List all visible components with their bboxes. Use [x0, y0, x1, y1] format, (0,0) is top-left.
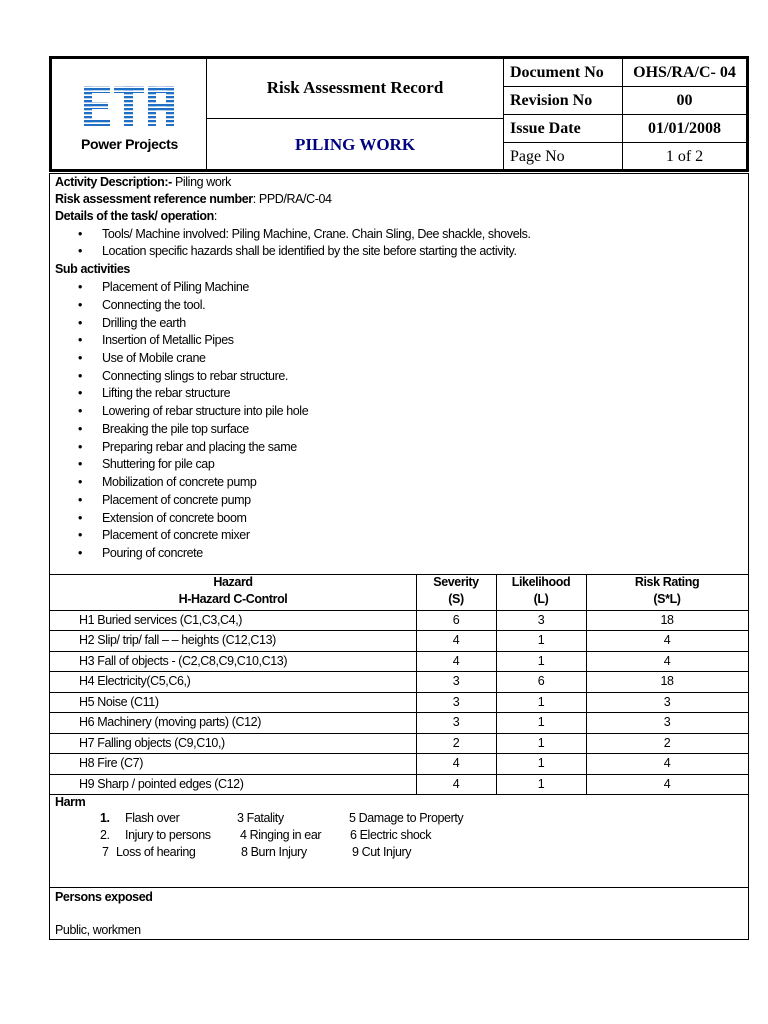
- divider: [50, 651, 748, 652]
- divider: [50, 630, 748, 631]
- table-cell: 1: [537, 777, 545, 791]
- sub-activity-item: Insertion of Metallic Pipes: [102, 333, 234, 347]
- header-text: Severity: [433, 575, 479, 589]
- sub-activity-item: Drilling the earth: [102, 316, 186, 330]
- table-cell: 4: [663, 777, 671, 791]
- table-cell: 3: [452, 674, 460, 688]
- sub-activity-item: Placement of concrete pump: [102, 493, 251, 507]
- bullet-icon: •: [78, 316, 82, 330]
- sub-activity-item: Mobilization of concrete pump: [102, 475, 257, 489]
- sub-activity-item: Pouring of concrete: [102, 546, 203, 560]
- harm-item: 1.: [100, 811, 110, 825]
- sub-activities-heading: Sub activities: [55, 262, 130, 276]
- bullet-icon: •: [78, 422, 82, 436]
- bullet-icon: •: [78, 404, 82, 418]
- bullet-icon: •: [78, 369, 82, 383]
- table-cell: 4: [452, 777, 460, 791]
- sub-activity-item: Lifting the rebar structure: [102, 386, 231, 400]
- bullet-icon: •: [78, 280, 82, 294]
- harm-item: 3 Fatality: [237, 811, 284, 825]
- divider: [50, 774, 748, 775]
- meta-value: OHS/RA/C- 04: [633, 64, 736, 81]
- bullet-icon: •: [78, 528, 82, 542]
- risk-assessment-body: [49, 173, 749, 940]
- task-details-label: Details of the task/ operation: [55, 209, 214, 223]
- table-cell: H3 Fall of objects - (C2,C8,C9,C10,C13): [79, 654, 288, 668]
- harm-item: 4 Ringing in ear: [240, 828, 322, 842]
- table-cell: H7 Falling objects (C9,C10,): [79, 736, 225, 750]
- meta-row-document-no: [504, 59, 746, 87]
- task-detail-item: Tools/ Machine involved: Piling Machine, Crane. Chain Sling, Dee shackle, shovels.: [102, 227, 531, 241]
- table-cell: 4: [663, 633, 671, 647]
- table-cell: H1 Buried services (C1,C3,C4,): [79, 613, 243, 627]
- table-cell: H9 Sharp / pointed edges (C12): [79, 777, 244, 791]
- document-subtitle: PILING WORK: [294, 135, 416, 154]
- reference-number-value: : PPD/RA/C-04: [252, 192, 332, 206]
- table-cell: 1: [537, 736, 545, 750]
- reference-number-label: Risk assessment reference number: [55, 192, 253, 206]
- header-text: (L): [533, 592, 549, 606]
- harm-item: 2.: [100, 828, 110, 842]
- harm-item: 6 Electric shock: [350, 828, 432, 842]
- divider: [50, 692, 748, 693]
- bullet-icon: •: [78, 546, 82, 560]
- bullet-icon: •: [78, 511, 82, 525]
- harm-item: Flash over: [125, 811, 180, 825]
- bullet-icon: •: [78, 298, 82, 312]
- hazard-header: [50, 574, 416, 608]
- task-details-colon: :: [213, 209, 217, 223]
- bullet-icon: •: [78, 457, 82, 471]
- sub-activity-item: Placement of concrete mixer: [102, 528, 250, 542]
- severity-header: [416, 574, 496, 608]
- table-cell: 4: [663, 654, 671, 668]
- activity-description: [55, 175, 231, 189]
- table-cell: 2: [663, 736, 671, 750]
- divider: [50, 887, 748, 888]
- divider: [50, 610, 748, 611]
- meta-label: Issue Date: [504, 115, 623, 142]
- title-cell: [207, 59, 504, 119]
- header-text: Risk Rating: [634, 575, 700, 589]
- header-text: (S*L): [653, 592, 681, 606]
- risk-rating-header: [586, 574, 748, 608]
- divider: [50, 753, 748, 754]
- bullet-icon: •: [78, 475, 82, 489]
- table-cell: 18: [660, 613, 674, 627]
- table-cell: 1: [537, 695, 545, 709]
- subtitle-cell: [207, 119, 504, 169]
- bullet-icon: •: [78, 333, 82, 347]
- table-cell: 6: [452, 613, 460, 627]
- harm-item: 7: [102, 845, 109, 859]
- eta-logo-icon: [78, 84, 178, 128]
- harm-item: Injury to persons: [125, 828, 211, 842]
- sub-activity-item: Extension of concrete boom: [102, 511, 247, 525]
- table-cell: 1: [537, 633, 545, 647]
- meta-value: 1 of 2: [665, 148, 704, 165]
- bullet-icon: •: [78, 493, 82, 507]
- sub-activity-item: Placement of Piling Machine: [102, 280, 249, 294]
- table-cell: 1: [537, 756, 545, 770]
- activity-description-value: Piling work: [171, 175, 232, 189]
- divider: [50, 671, 748, 672]
- activity-description-label: Activity Description:-: [55, 175, 172, 189]
- header-text: Likelihood: [511, 575, 571, 589]
- table-cell: 3: [537, 613, 545, 627]
- table-cell: 3: [452, 715, 460, 729]
- document-header: [49, 56, 749, 172]
- divider: [50, 794, 748, 795]
- table-cell: 18: [660, 674, 674, 688]
- sub-activity-item: Preparing rebar and placing the same: [102, 440, 297, 454]
- bullet-icon: •: [78, 440, 82, 454]
- harm-item: Loss of hearing: [116, 845, 196, 859]
- table-cell: 3: [452, 695, 460, 709]
- task-details-heading: [55, 209, 217, 223]
- reference-number: [55, 192, 332, 206]
- header-text: (S): [448, 592, 464, 606]
- table-cell: 4: [452, 654, 460, 668]
- table-cell: H5 Noise (C11): [79, 695, 159, 709]
- table-cell: 4: [452, 633, 460, 647]
- sub-activity-item: Connecting the tool.: [102, 298, 206, 312]
- meta-label: Document No: [504, 59, 623, 86]
- meta-row-issue-date: [504, 115, 746, 143]
- harm-item: 5 Damage to Property: [349, 811, 464, 825]
- divider: [50, 712, 748, 713]
- table-cell: 1: [537, 715, 545, 729]
- table-cell: H8 Fire (C7): [79, 756, 143, 770]
- table-cell: H2 Slip/ trip/ fall – – heights (C12,C13): [79, 633, 276, 647]
- harm-item: 9 Cut Injury: [352, 845, 412, 859]
- table-cell: 3: [663, 695, 671, 709]
- document-title: Risk Assessment Record: [266, 78, 444, 97]
- table-cell: 4: [452, 756, 460, 770]
- table-cell: H4 Electricity(C5,C6,): [79, 674, 191, 688]
- table-cell: 2: [452, 736, 460, 750]
- persons-exposed-heading: Persons exposed: [55, 890, 153, 904]
- table-cell: H6 Machinery (moving parts) (C12): [79, 715, 261, 729]
- sub-activity-item: Use of Mobile crane: [102, 351, 206, 365]
- header-text: H-Hazard C-Control: [178, 592, 288, 606]
- company-name: Power Projects: [81, 136, 178, 152]
- task-detail-item: Location specific hazards shall be identified by the site before starting the activity.: [102, 244, 517, 258]
- table-cell: 3: [663, 715, 671, 729]
- meta-value: 00: [676, 92, 693, 109]
- likelihood-header: [496, 574, 586, 608]
- table-cell: 4: [663, 756, 671, 770]
- persons-exposed-value: Public, workmen: [55, 923, 141, 937]
- table-cell: 6: [537, 674, 545, 688]
- table-cell: 1: [537, 654, 545, 668]
- bullet-icon: •: [78, 386, 82, 400]
- sub-activity-item: Shuttering for pile cap: [102, 457, 215, 471]
- sub-activity-item: Breaking the pile top surface: [102, 422, 249, 436]
- meta-value: 01/01/2008: [648, 120, 721, 137]
- bullet-icon: •: [78, 244, 82, 258]
- harm-heading: Harm: [55, 795, 86, 809]
- logo-cell: [52, 59, 207, 169]
- meta-label: Page No: [504, 143, 623, 169]
- meta-row-revision-no: [504, 87, 746, 115]
- bullet-icon: •: [78, 227, 82, 241]
- meta-row-page-no: [504, 143, 746, 169]
- bullet-icon: •: [78, 351, 82, 365]
- harm-item: 8 Burn Injury: [241, 845, 307, 859]
- divider: [50, 733, 748, 734]
- meta-label: Revision No: [504, 87, 623, 114]
- sub-activity-item: Connecting slings to rebar structure.: [102, 369, 288, 383]
- header-text: Hazard: [213, 575, 253, 589]
- sub-activity-item: Lowering of rebar structure into pile hole: [102, 404, 309, 418]
